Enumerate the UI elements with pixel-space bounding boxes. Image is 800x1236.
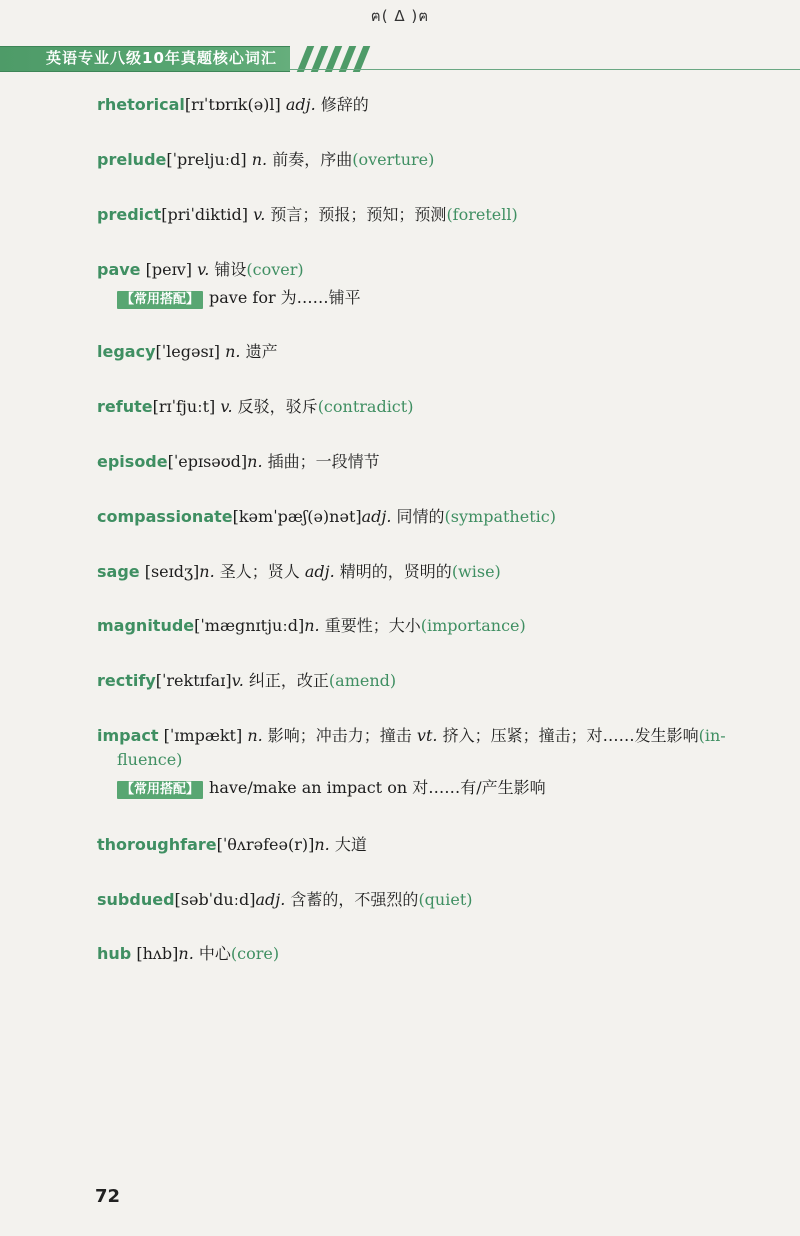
collocation-text: have/make an impact on 对……有/产生影响 xyxy=(209,778,546,797)
entry-synonym: (amend) xyxy=(328,671,397,690)
collocation-tag: 【常用搭配】 xyxy=(117,291,203,309)
entry-definition: 前奏，序曲 xyxy=(272,150,353,169)
entry-pos: v. xyxy=(220,397,233,416)
entry-definition-2: 挤入；压紧；撞击；对……发生影响 xyxy=(442,726,699,745)
entry-word: magnitude xyxy=(97,616,195,635)
entry-synonym: (foretell) xyxy=(446,205,518,224)
collocation-text: pave for 为……铺平 xyxy=(209,288,361,307)
entry-pos: n. xyxy=(251,150,268,169)
entry-definition: 重要性；大小 xyxy=(324,616,421,635)
entry-pos: adj. xyxy=(361,507,392,526)
entry-pronunciation: [priˈdiktid] xyxy=(161,205,248,224)
entry-word: sage xyxy=(97,562,140,581)
entry-pos: adj. xyxy=(285,95,316,114)
entry-sage xyxy=(97,560,787,584)
entry-rectify xyxy=(97,669,787,693)
entry-episode xyxy=(97,450,787,474)
entry-pos: n. xyxy=(199,562,215,581)
entry-impact xyxy=(97,724,787,800)
entry-pronunciation: [seɪdʒ] xyxy=(144,562,200,581)
entry-pos: n. xyxy=(304,616,320,635)
entry-definition: 插曲；一段情节 xyxy=(267,452,380,471)
entry-pronunciation: [ˈpreljuːd] xyxy=(166,150,247,169)
entry-word: legacy xyxy=(97,342,156,361)
entry-definition: 影响；冲击力；撞击 xyxy=(267,726,412,745)
entry-definition: 预言；预报；预知；预测 xyxy=(270,205,447,224)
entry-pronunciation: [peɪv] xyxy=(145,260,192,279)
entry-definition: 修辞的 xyxy=(320,95,369,114)
entry-prelude xyxy=(97,148,787,172)
entry-word: rhetorical xyxy=(97,95,185,114)
entry-pronunciation: [ˈθʌrəfeə(r)] xyxy=(216,835,315,854)
entry-word: predict xyxy=(97,205,162,224)
entry-synonym-continued: fluence) xyxy=(117,750,183,769)
entry-synonym: (importance) xyxy=(420,616,526,635)
entry-pave xyxy=(97,258,787,310)
entry-legacy xyxy=(97,340,787,364)
entry-synonym: (contradict) xyxy=(317,397,414,416)
entry-definition: 反驳，驳斥 xyxy=(237,397,318,416)
entry-definition: 同情的 xyxy=(396,507,445,526)
entry-pos: v. xyxy=(231,671,244,690)
page-number: 72 xyxy=(95,1186,121,1207)
entry-definition: 圣人；贤人 xyxy=(219,562,300,581)
entry-pos: n. xyxy=(247,726,263,745)
entry-pos: n. xyxy=(314,835,330,854)
entry-refute xyxy=(97,395,787,419)
entry-collocation xyxy=(97,776,787,800)
entry-pos: n. xyxy=(247,452,263,471)
entry-synonym: (sympathetic) xyxy=(444,507,556,526)
entry-synonym: (overture) xyxy=(352,150,435,169)
entry-pos-2: vt. xyxy=(416,726,438,745)
entry-pronunciation: [ˈlegəsɪ] xyxy=(155,342,221,361)
entry-pos: n. xyxy=(178,944,194,963)
entry-pos: n. xyxy=(225,342,241,361)
entry-pronunciation: [ˈɪmpækt] xyxy=(163,726,243,745)
entry-hub xyxy=(97,942,787,966)
entry-synonym: (wise) xyxy=(451,562,501,581)
entry-synonym: (cover) xyxy=(246,260,304,279)
entry-compassionate xyxy=(97,505,787,529)
entry-word: pave xyxy=(97,260,141,279)
entry-word: hub xyxy=(97,944,132,963)
entry-pronunciation: [rɪˈfjuːt] xyxy=(152,397,216,416)
entry-word: thoroughfare xyxy=(97,835,217,854)
entry-thoroughfare xyxy=(97,833,787,857)
entry-definition: 大道 xyxy=(334,835,367,854)
entry-pos: v. xyxy=(197,260,210,279)
entry-word: prelude xyxy=(97,150,167,169)
entry-pos: v. xyxy=(253,205,266,224)
entry-pronunciation: [hʌb] xyxy=(136,944,179,963)
entry-word: compassionate xyxy=(97,507,233,526)
entry-pronunciation: [səbˈduːd] xyxy=(174,890,256,909)
collocation-tag: 【常用搭配】 xyxy=(117,781,203,799)
entry-rhetorical xyxy=(97,93,787,117)
entry-definition: 含蓄的，不强烈的 xyxy=(290,890,419,909)
entry-word: impact xyxy=(97,726,159,745)
entry-word: refute xyxy=(97,397,153,416)
entry-magnitude xyxy=(97,614,787,638)
entry-word: episode xyxy=(97,452,168,471)
entry-pronunciation: [kəmˈpæʃ(ə)nət] xyxy=(232,507,362,526)
entry-synonym: (in- xyxy=(698,726,726,745)
entry-predict xyxy=(97,203,787,227)
entry-pos-2: adj. xyxy=(304,562,335,581)
entry-definition: 遗产 xyxy=(245,342,278,361)
entry-synonym: (core) xyxy=(230,944,280,963)
page-top-emoticon: ฅ( Δ )ฅ xyxy=(370,7,430,25)
entry-definition: 铺设 xyxy=(214,260,247,279)
entry-definition: 中心 xyxy=(198,944,231,963)
entry-word: rectify xyxy=(97,671,156,690)
header-title: 英语专业八级10年真题核心词汇 xyxy=(46,49,277,67)
entry-pronunciation: [ˈmægnɪtjuːd] xyxy=(194,616,305,635)
entry-synonym: (quiet) xyxy=(418,890,473,909)
entry-subdued xyxy=(97,888,787,912)
entry-definition-2: 精明的，贤明的 xyxy=(339,562,452,581)
entry-pronunciation: [ˈrektɪfaɪ] xyxy=(155,671,232,690)
entry-pronunciation: [ˈepɪsəʊd] xyxy=(167,452,248,471)
entry-pos: adj. xyxy=(255,890,286,909)
header-rule xyxy=(290,69,800,70)
entry-word: subdued xyxy=(97,890,175,909)
entry-definition: 纠正，改正 xyxy=(248,671,329,690)
entry-pronunciation: [rɪˈtɒrɪk(ə)l] xyxy=(184,95,281,114)
entry-collocation xyxy=(97,286,787,310)
